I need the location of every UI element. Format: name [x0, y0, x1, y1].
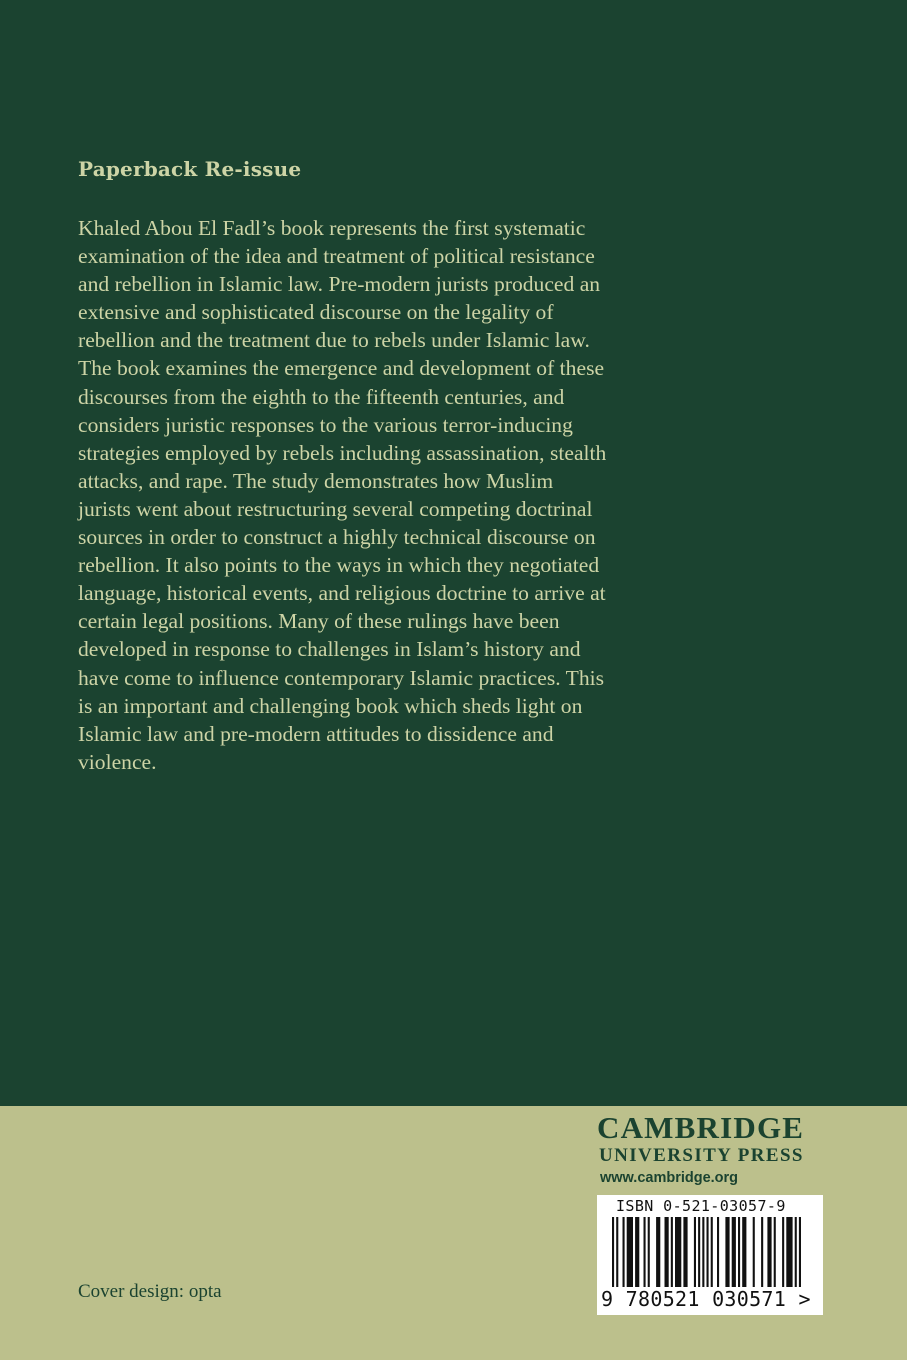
barcode-bar — [774, 1217, 776, 1287]
barcode-bar — [717, 1217, 719, 1287]
barcode-bars — [612, 1217, 810, 1287]
barcode-bar — [671, 1217, 673, 1287]
barcode-bar — [732, 1217, 736, 1287]
barcode-bar — [782, 1217, 784, 1287]
barcode-bar — [761, 1217, 763, 1287]
barcode-bar — [665, 1217, 669, 1287]
barcode-bar — [656, 1217, 660, 1287]
barcode-bar — [616, 1217, 618, 1287]
barcode-bar — [694, 1217, 696, 1287]
barcode-bar — [698, 1217, 700, 1287]
publisher-website: www.cambridge.org — [600, 1170, 739, 1186]
book-description: Khaled Abou El Fadl’s book represents the first systematic examination of the idea and treatment of political resistance and rebellion in Islamic law. Pre-modern jurists produced an extensive and sophisticated discourse on the legality of rebellion and the treatment due to rebels under Islamic law. The book examines the emergence and development of these discourses from the eighth to the fifteenth centuries, and considers juristic responses to the various terror-inducing strategies employed by rebels including assassination, stealth attacks, and rape. The study demonstrates how Muslim jurists went about restructuring several competing doctrinal sources in order to construct a highly technical discourse on rebellion. It also points to the ways in which they negotiated language, historical events, and religious doctrine to arrive at certain legal positions. Many of these rulings have been developed in response to challenges in Islam’s history and have come to influence contemporary Islamic practices. This is an important and challenging book which sheds light on Islamic law and pre-modern attitudes to dissidence and violence. — [78, 216, 607, 774]
barcode-bar — [644, 1217, 646, 1287]
barcode-bar — [623, 1217, 625, 1287]
barcode-bar — [767, 1217, 771, 1287]
barcode-bar — [795, 1217, 797, 1287]
barcode-bar — [612, 1217, 614, 1287]
barcode-bar — [675, 1217, 681, 1287]
barcode-bar — [707, 1217, 709, 1287]
barcode-bar — [702, 1217, 704, 1287]
publisher-subtitle: UNIVERSITY PRESS — [599, 1145, 804, 1166]
barcode-bar — [786, 1217, 792, 1287]
publisher-name: CAMBRIDGE — [597, 1110, 805, 1145]
barcode-bar — [627, 1217, 633, 1287]
reissue-heading: Paperback Re-issue — [78, 157, 302, 181]
barcode-bar — [711, 1217, 713, 1287]
barcode-bar — [683, 1217, 687, 1287]
barcode-bar — [635, 1217, 639, 1287]
barcode-bar — [648, 1217, 650, 1287]
barcode-number: 9 780521 030571 > — [601, 1287, 811, 1311]
barcode-bar — [725, 1217, 729, 1287]
barcode-bar — [738, 1217, 740, 1287]
barcode-bar — [799, 1217, 801, 1287]
barcode-bar — [742, 1217, 746, 1287]
isbn-label: ISBN 0-521-03057-9 — [616, 1197, 786, 1215]
cover-design-credit: Cover design: opta — [78, 1281, 222, 1302]
barcode-bar — [753, 1217, 755, 1287]
